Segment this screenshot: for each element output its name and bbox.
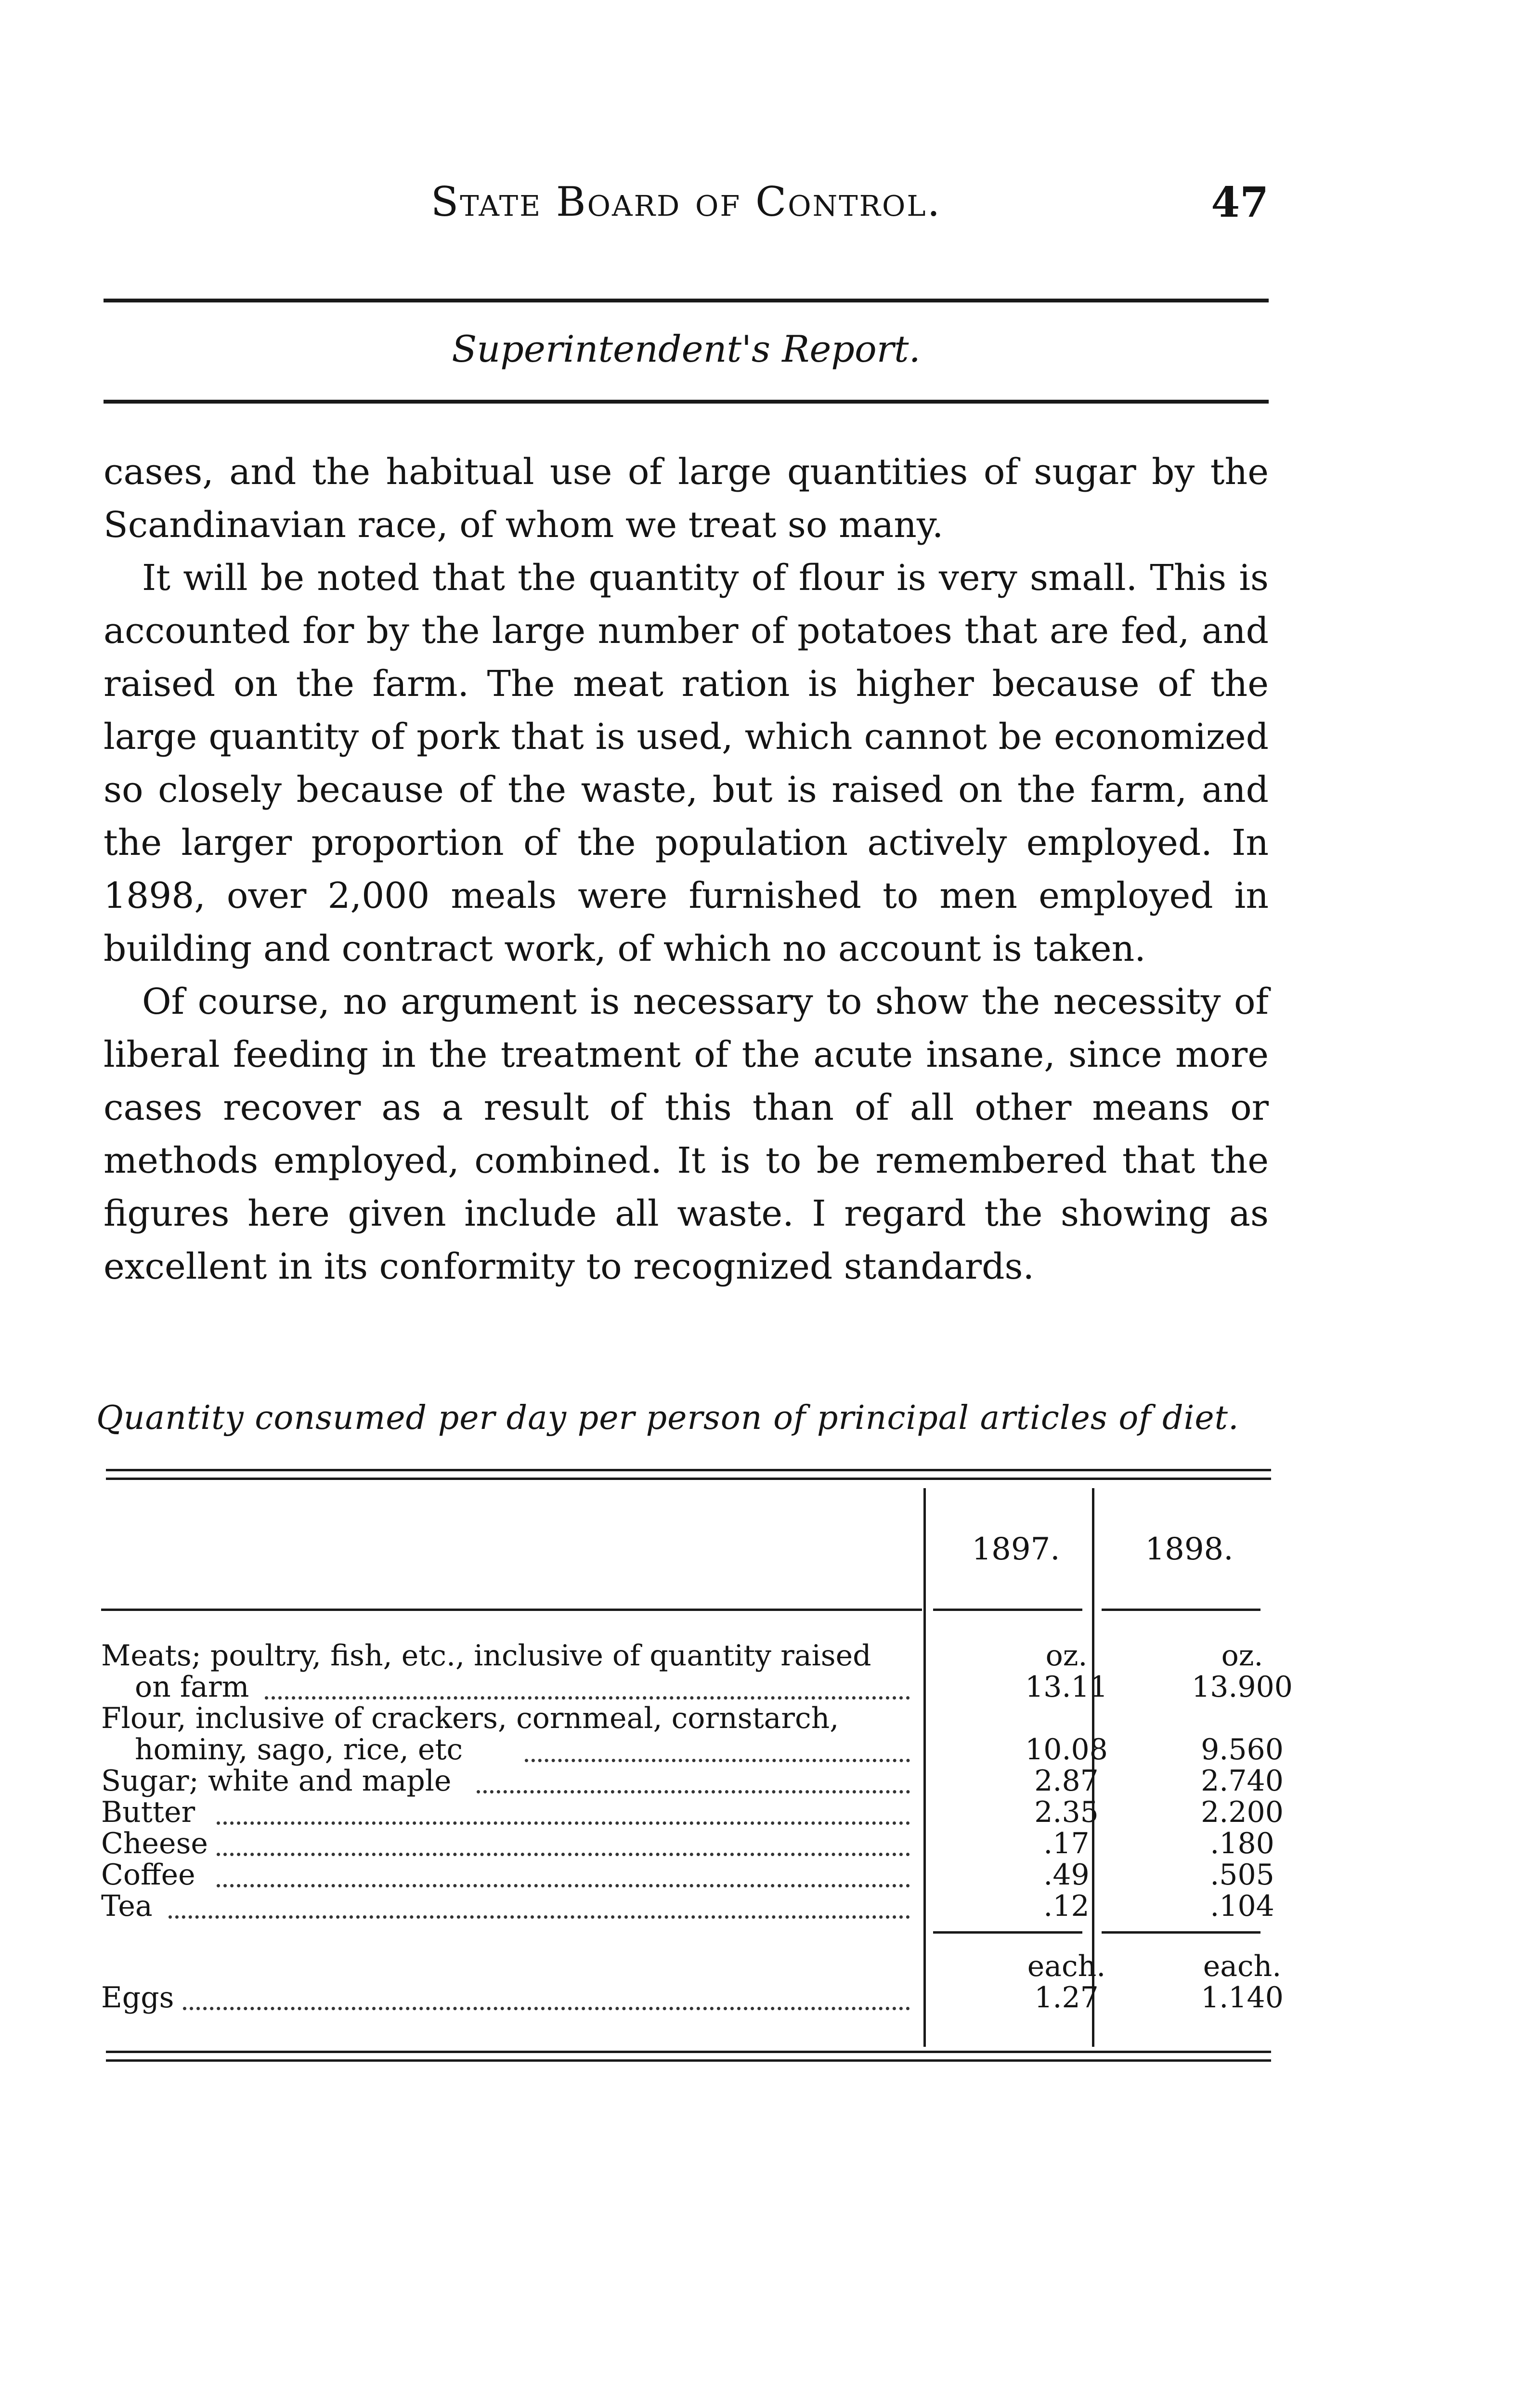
row-label-cont: on farm — [135, 1670, 249, 1704]
value-1898: 1.140 — [1201, 1981, 1284, 2015]
running-head — [104, 173, 1269, 231]
leader-dots — [217, 1852, 910, 1887]
table-rule-top-2 — [106, 1478, 1271, 1480]
row-label: Flour, inclusive of crackers, cornmeal, cornstarch, — [101, 1701, 839, 1735]
table-row — [101, 1670, 1293, 1704]
unit-1898: oz. — [1221, 1639, 1263, 1673]
row-label: Sugar; white and maple — [101, 1764, 452, 1798]
table-rule-top — [106, 1469, 1271, 1471]
table-caption: Quantity consumed per day per person of principal articles of diet. — [96, 1399, 1239, 1437]
body-text — [104, 445, 1269, 1293]
header-rule-label — [101, 1609, 922, 1611]
table-row — [101, 1981, 1284, 2015]
column-header-1897: 1897. — [972, 1531, 1060, 1567]
value-1898: 2.200 — [1201, 1795, 1284, 1829]
leader-dots — [183, 1975, 910, 2010]
header-rule-top — [104, 299, 1269, 302]
eggs-rule-1897 — [933, 1931, 1082, 1934]
row-label: Tea — [101, 1889, 153, 1923]
value-1898: 9.560 — [1201, 1733, 1284, 1767]
paragraph-1: cases, and the habitual use of large quantities of sugar by the Scandinavian race, of whom we treat so many. — [104, 451, 1269, 546]
row-label: Eggs — [101, 1981, 174, 2015]
table-row — [101, 1889, 1274, 1923]
section-title: Superintendent's Report. — [452, 327, 921, 370]
row-label: Coffee — [101, 1858, 195, 1892]
page-number: 47 — [1211, 178, 1269, 227]
row-label: Meats; poultry, fish, etc., inclusive of quantity raised — [101, 1639, 871, 1673]
paragraph-3: Of course, no argument is necessary to show the necessity of liberal feeding in the treatment of the acute insane, since more cases recover as a result of this than of all other means or methods employed, combined. It is to be remembered that the figures here given include all waste. I regard the showing as excellent in its conformity to recognized standards. — [104, 981, 1269, 1287]
eggs-rule-1898 — [1102, 1931, 1260, 1934]
value-1897: .17 — [1043, 1827, 1090, 1860]
value-1898: 2.740 — [1201, 1764, 1284, 1798]
unit-1897: oz. — [1045, 1639, 1088, 1673]
leader-dots — [265, 1664, 910, 1700]
column-header-1898: 1898. — [1145, 1531, 1234, 1567]
value-1897: .12 — [1043, 1889, 1090, 1923]
row-label-cont: hominy, sago, rice, etc — [135, 1733, 463, 1767]
value-1897: 2.35 — [1034, 1795, 1099, 1829]
paragraph-2: It will be noted that the quantity of flour is very small. This is accounted for by the large number of potatoes that are fed, and raised on the farm. The meat ration is higher because of the large quantity of pork that is used, which cannot be economized so closely because of the waste, but is raised on the farm, and the larger proportion of the population actively employed. In 1898, over 2,000 meals were furnished to men employed in building and contract work, of which no account is taken. — [104, 557, 1269, 969]
unit-each-1897: each. — [1027, 1950, 1106, 1983]
value-1897: 13.11 — [1025, 1670, 1108, 1704]
value-1897: 10.08 — [1025, 1733, 1108, 1767]
value-1898: .180 — [1210, 1827, 1274, 1860]
header-rule-1898 — [1102, 1609, 1260, 1611]
header-rule-1897 — [933, 1609, 1082, 1611]
leader-dots — [217, 1821, 910, 1856]
value-1897: 2.87 — [1034, 1764, 1099, 1798]
value-1897: 1.27 — [1034, 1981, 1099, 2015]
header-rule-bottom — [104, 400, 1269, 404]
leader-dots — [169, 1884, 910, 1919]
leader-dots — [477, 1758, 910, 1793]
row-label: Cheese — [101, 1827, 208, 1860]
leader-dots — [217, 1790, 910, 1825]
leader-dots — [525, 1727, 910, 1762]
table-rule-bottom — [106, 2051, 1271, 2053]
table-rule-bottom-2 — [106, 2059, 1271, 2062]
unit-each-1898: each. — [1203, 1950, 1282, 1983]
value-1897: .49 — [1043, 1858, 1090, 1892]
running-title: State Board of Control. — [430, 178, 942, 225]
value-1898: .505 — [1210, 1858, 1274, 1892]
diet-table — [96, 1469, 1293, 2066]
value-1898: .104 — [1210, 1889, 1274, 1923]
value-1898: 13.900 — [1192, 1670, 1293, 1704]
row-label: Butter — [101, 1795, 195, 1829]
